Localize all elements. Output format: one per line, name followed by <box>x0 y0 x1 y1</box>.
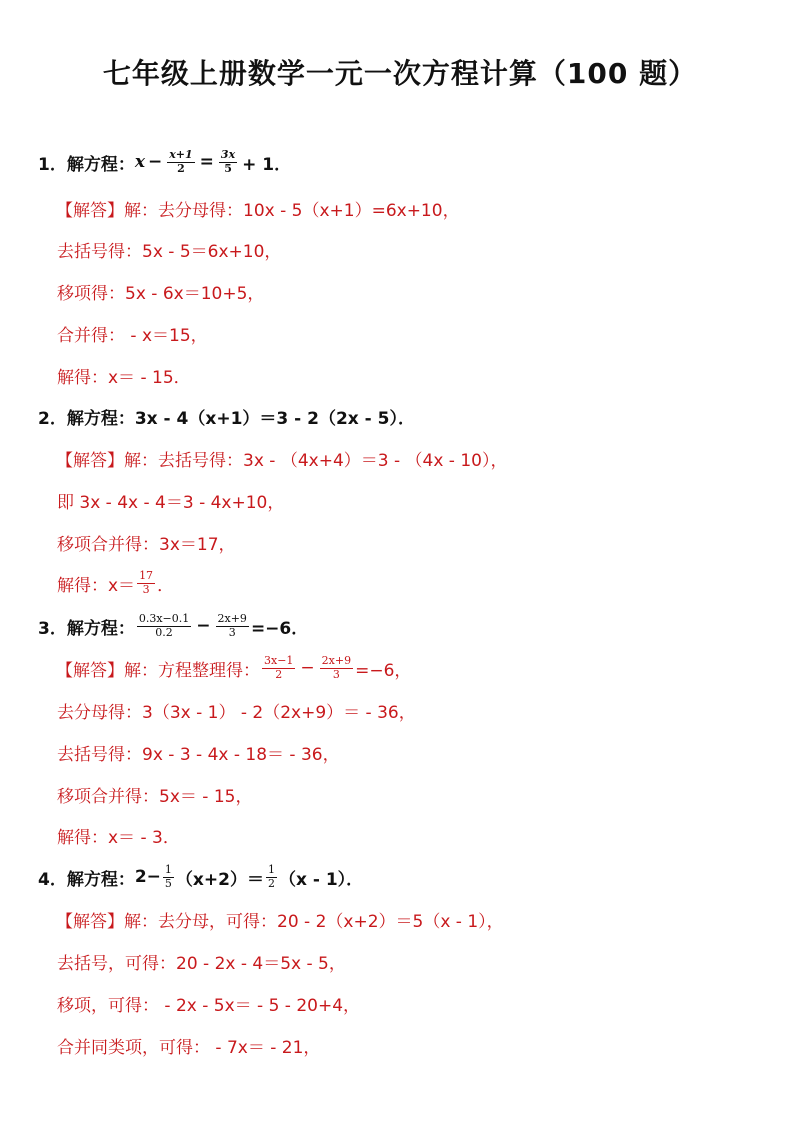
solution-body: 10x - 5（x+1）=6x+10， <box>243 200 460 221</box>
fraction-numerator: 1 <box>267 862 275 876</box>
equation-fraction <box>167 149 194 175</box>
problem-label: 解方程： <box>66 408 135 429</box>
fraction-numerator: 3x−1 <box>264 653 294 667</box>
fraction-denominator: 2 <box>177 161 185 175</box>
problem-label: 解方程： <box>66 869 135 890</box>
problem-1-statement <box>38 142 291 182</box>
solution-fraction <box>320 655 353 681</box>
solution-line <box>56 438 507 478</box>
solution-fraction <box>262 655 295 681</box>
fraction-numerator: 3x <box>220 147 236 161</box>
equation-fraction <box>266 864 277 890</box>
problem-2-statement <box>38 396 415 436</box>
fraction-denominator: 3 <box>228 625 236 639</box>
equation-tail: + 1． <box>242 154 292 175</box>
problem-number: 4． <box>38 869 67 890</box>
fraction-denominator: 5 <box>224 161 232 175</box>
fraction-numerator: 2x+9 <box>217 611 247 625</box>
problem-4-statement <box>38 857 363 897</box>
problem-label: 解方程： <box>66 154 135 175</box>
solution-line: 解得：x＝ - 15． <box>57 367 191 388</box>
equation-tail: =−6． <box>250 618 309 639</box>
equation-term: x <box>134 152 145 172</box>
solution-line <box>57 563 174 603</box>
equation-fraction <box>137 613 191 639</box>
equation-operator: = <box>199 152 214 172</box>
problem-number: 2． <box>38 408 67 429</box>
solution-line: 合并同类项，可得： - 7x＝ - 21， <box>57 1037 321 1058</box>
fraction-denominator: 3 <box>142 582 150 596</box>
solution-line: 移项，可得： - 2x - 5x＝ - 5 - 20+4， <box>57 995 361 1016</box>
fraction-numerator: x+1 <box>169 147 193 161</box>
solution-prefix: 【解答】解：去括号得： <box>56 450 243 471</box>
equation-operator: − <box>196 616 211 636</box>
solution-tail: =−6， <box>355 660 412 681</box>
solution-line: 即 3x - 4x - 4＝3 - 4x+10， <box>57 492 285 513</box>
solution-line: 去括号得：9x - 3 - 4x - 18＝ - 36， <box>57 744 340 765</box>
solution-line: 解得：x＝ - 3． <box>57 827 180 848</box>
fraction-numerator: 2x+9 <box>321 653 352 667</box>
fraction-denominator: 3 <box>332 667 340 681</box>
equation-tail: （x - 1）． <box>278 869 364 890</box>
solution-line: 去分母得：3（3x - 1） - 2（2x+9）＝ - 36， <box>57 702 416 723</box>
solution-suffix: ． <box>157 575 175 596</box>
equation-lead: 2− <box>134 867 161 887</box>
equation-middle: （x+2）＝ <box>175 869 264 890</box>
equation-fraction <box>216 613 249 639</box>
equation-fraction <box>163 864 174 890</box>
fraction-numerator: 1 <box>164 862 172 876</box>
problem-number: 1． <box>38 154 67 175</box>
solution-line: 移项得：5x - 6x＝10+5， <box>57 283 265 304</box>
solution-prefix: 【解答】解：去分母得： <box>56 200 243 221</box>
solution-line: 合并得： - x＝15， <box>57 325 208 346</box>
fraction-denominator: 0.2 <box>155 625 173 639</box>
fraction-numerator: 17 <box>139 568 154 582</box>
fraction-denominator: 2 <box>275 667 283 681</box>
page-title: 七年级上册数学一元一次方程计算（100 题） <box>102 57 698 90</box>
solution-line: 移项合并得：5x＝ - 15， <box>57 786 253 807</box>
problem-number: 3． <box>38 618 67 639</box>
fraction-denominator: 5 <box>164 876 172 890</box>
solution-line: 去括号，可得：20 - 2x - 4＝5x - 5， <box>57 953 346 974</box>
solution-line <box>56 899 504 939</box>
solution-prefix: 【解答】解：去分母，可得： <box>56 911 277 932</box>
solution-body: 3x - （4x+4）＝3 - （4x - 10）， <box>243 450 508 471</box>
answer-fraction <box>137 570 155 596</box>
solution-line: 去括号得：5x - 5＝6x+10， <box>57 241 282 262</box>
fraction-numerator: 0.3x−0.1 <box>138 611 190 625</box>
equation-operator: − <box>147 152 163 172</box>
equation-fraction <box>219 149 237 175</box>
solution-line <box>56 648 411 688</box>
solution-line <box>56 188 460 228</box>
equation-text: 3x - 4（x+1）＝3 - 2（2x - 5）． <box>134 408 415 429</box>
solution-prefix: 解得：x＝ <box>57 575 136 596</box>
fraction-denominator: 2 <box>267 876 275 890</box>
problem-3-statement <box>38 606 308 646</box>
solution-body: 20 - 2（x+2）＝5（x - 1）， <box>277 911 504 932</box>
solution-prefix: 【解答】解：方程整理得： <box>56 660 260 681</box>
problem-label: 解方程： <box>66 618 135 639</box>
solution-line: 移项合并得：3x＝17， <box>57 534 236 555</box>
equation-operator: − <box>300 658 315 678</box>
